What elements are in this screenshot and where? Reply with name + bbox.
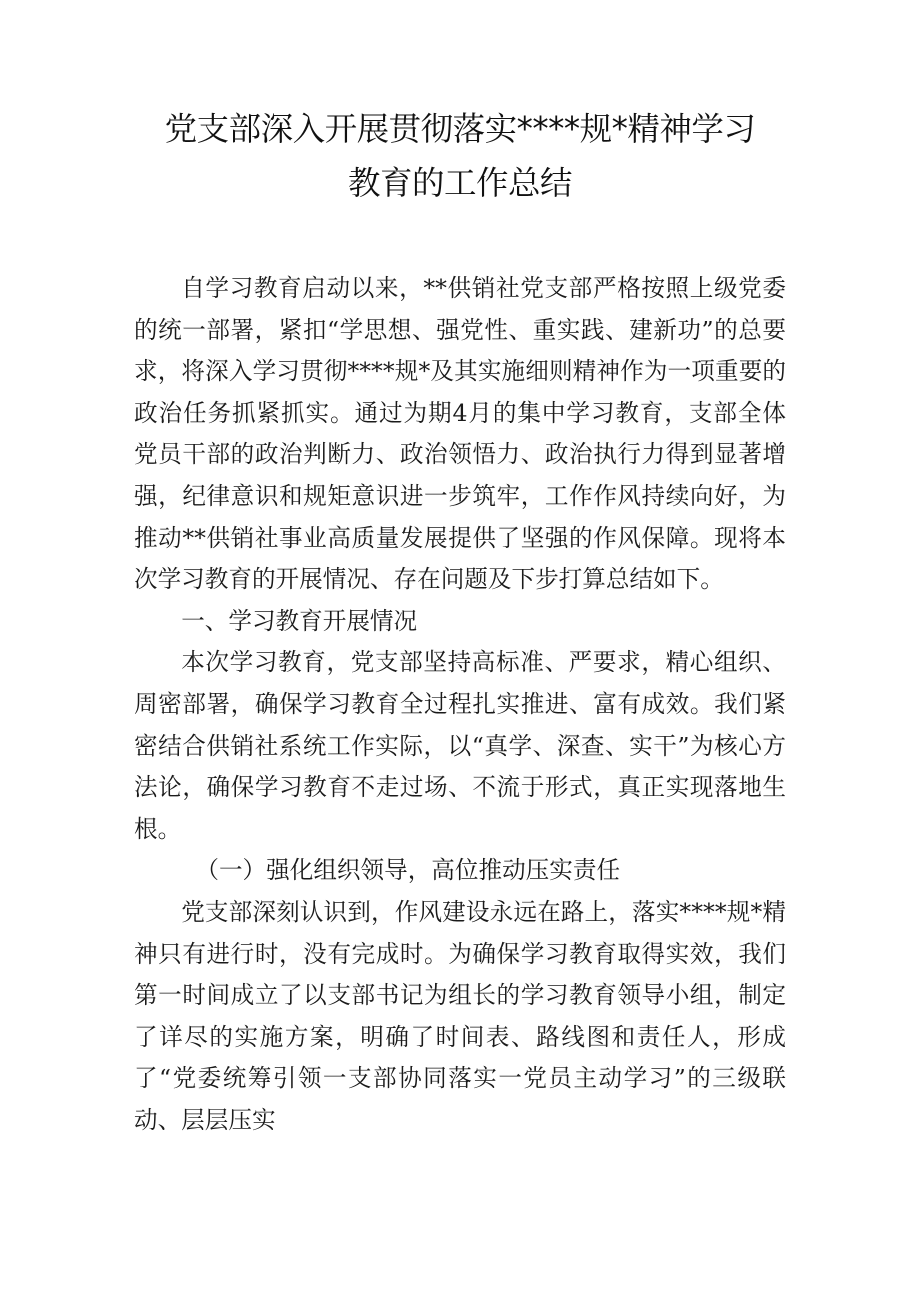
document-title-line-1: 党支部深入开展贯彻落实****规*精神学习 bbox=[164, 110, 756, 148]
section-1-paragraph: 本次学习教育，党支部坚持高标准、严要求，精心组织、周密部署，确保学习教育全过程扎实推进、富有成效。我们紧密结合供销社系统工作实际，以“真学、深查、实干”为核心方法论，确保学习教育不走过场、不流于形式，真正实现落地生根。 bbox=[134, 648, 786, 843]
subsection-1-paragraph: 党支部深刻认识到，作风建设永远在路上，落实****规*精神只有进行时，没有完成时。为确保学习教育取得实效，我们第一时间成立了以支部书记为组长的学习教育领导小组，制定了详尽的实施方案，明确了时间表、路线图和责任人，形成了“党委统筹引领一支部协同落实一党员主动学习”的三级联动、层层压实 bbox=[134, 897, 786, 1134]
document-body bbox=[134, 268, 786, 1141]
subsection-heading-1: （一）强化组织领导，高位推动压实责任 bbox=[195, 856, 621, 885]
document-title bbox=[134, 102, 786, 210]
section-heading-1: 一、学习教育开展情况 bbox=[181, 606, 418, 635]
intro-paragraph: 自学习教育启动以来，**供销社党支部严格按照上级党委的统一部署，紧扣“学思想、强党性、重实践、建新功”的总要求，将深入学习贯彻****规*及其实施细则精神作为一项重要的政治任务抓紧抓实。通过为期4月的集中学习教育，支部全体党员干部的政治判断力、政治领悟力、政治执行力得到显著增强，纪律意识和规矩意识进一步筑牢，工作作风持续向好，为推动**供销社事业高质量发展提供了坚强的作风保障。现将本次学习教育的开展情况、存在问题及下步打算总结如下。 bbox=[134, 274, 786, 594]
document-title-line-2: 教育的工作总结 bbox=[347, 164, 572, 202]
